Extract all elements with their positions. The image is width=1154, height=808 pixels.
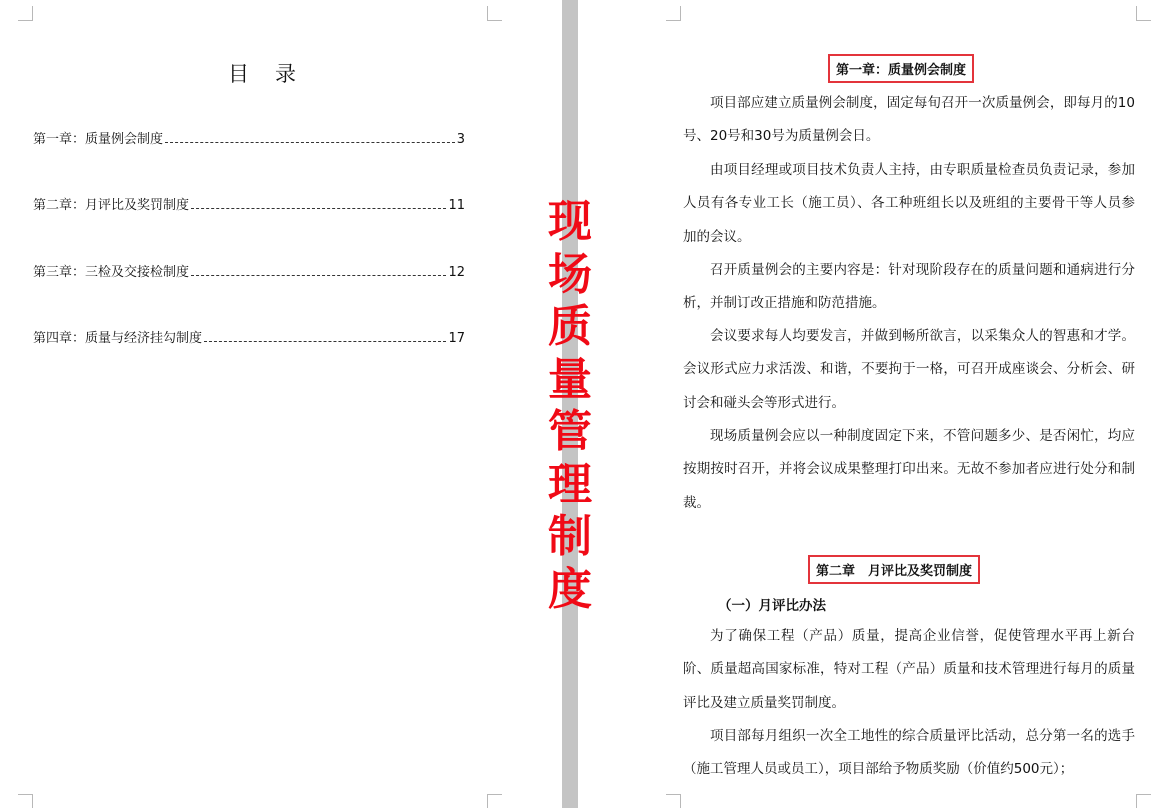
paragraph: 为了确保工程（产品）质量，提高企业信誉，促使管理水平再上新台阶、质量超高国家标准，特对工程（产品）质量和技术管理进行每月的质量评比及建立质量奖罚制度。 [683, 628, 1135, 711]
toc-page [0, 0, 562, 808]
toc-leader-dots [191, 275, 446, 276]
paragraph: 项目部应建立质量例会制度，固定每旬召开一次质量例会，即每月的10号、20号和30号为质量例会日。 [683, 95, 1135, 145]
page-corner-mark [666, 6, 681, 21]
toc-entry-page: 3 [456, 132, 465, 147]
toc-leader-dots [165, 142, 455, 143]
toc-entry[interactable] [33, 327, 465, 345]
page-corner-mark [18, 794, 33, 808]
toc-entry-page: 17 [448, 331, 465, 346]
toc-entry-label: 第二章：月评比及奖罚制度 [33, 198, 190, 213]
page-corner-mark [1136, 794, 1151, 808]
toc-entry-page: 12 [448, 265, 465, 280]
paragraph: 由项目经理或项目技术负责人主持，由专职质量检查员负责记录，参加人员有各专业工长（施工员）、各工种班组长以及班组的主要骨干等人员参加的会议。 [683, 162, 1135, 245]
page-corner-mark [487, 794, 502, 808]
toc-entry[interactable] [33, 194, 465, 212]
paragraph: 现场质量例会应以一种制度固定下来，不管问题多少、是否闲忙，均应按期按时召开，并将会议成果整理打印出来。无故不参加者应进行处分和制裁。 [683, 428, 1135, 511]
toc-entry[interactable] [33, 128, 465, 146]
page-corner-mark [666, 794, 681, 808]
toc-leader-dots [191, 208, 446, 209]
page-corner-mark [1136, 6, 1151, 21]
chapter1-heading: 第一章：质量例会制度 [828, 54, 974, 83]
banner-title: 现场质量管理制度 [548, 196, 592, 615]
toc-entry-label: 第四章：质量与经济挂勾制度 [33, 331, 203, 346]
toc-leader-dots [204, 341, 446, 342]
toc-entry-page: 11 [448, 198, 465, 213]
chapter2-heading: 第二章 月评比及奖罚制度 [808, 555, 980, 584]
paragraph: 召开质量例会的主要内容是：针对现阶段存在的质量问题和通病进行分析，并制订改正措施和防范措施。 [683, 262, 1135, 312]
toc-entry-label: 第一章：质量例会制度 [33, 132, 164, 147]
section-subheading: （一）月评比办法 [718, 598, 826, 614]
paragraph: 项目部每月组织一次全工地性的综合质量评比活动，总分第一名的选手（施工管理人员或员工），项目部给予物质奖励（价值约500元）； [683, 728, 1135, 778]
toc-title: 目录 [228, 62, 322, 86]
toc-entry[interactable] [33, 261, 465, 279]
page-corner-mark [487, 6, 502, 21]
paragraph: 会议要求每人均要发言，并做到畅所欲言，以采集众人的智惠和才学。会议形式应力求活泼、和谐，不要拘于一格，可召开成座谈会、分析会、研讨会和碰头会等形式进行。 [683, 328, 1135, 411]
page-corner-mark [18, 6, 33, 21]
toc-entry-label: 第三章：三检及交接检制度 [33, 265, 190, 280]
